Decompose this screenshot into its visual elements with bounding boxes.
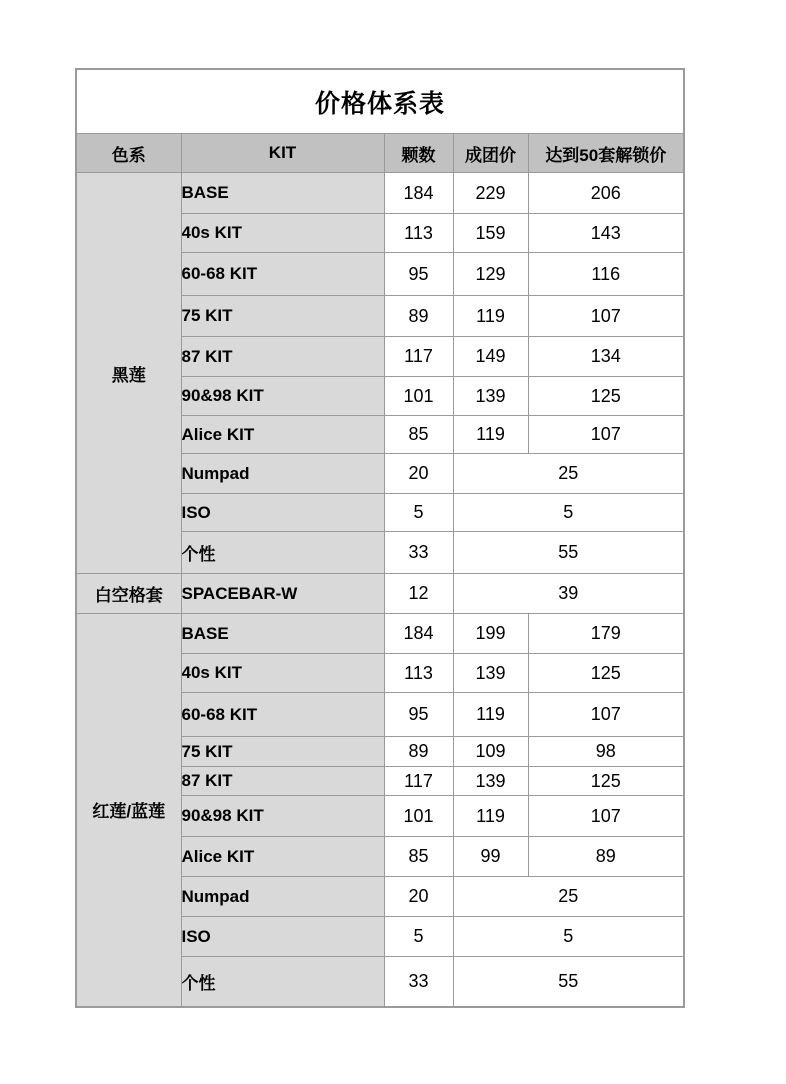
- count-cell: 101: [384, 796, 453, 837]
- kit-cell: 75 KIT: [181, 296, 384, 337]
- group-price-cell: 139: [453, 654, 528, 693]
- price-table: [75, 68, 685, 1008]
- merged-price-cell: 55: [453, 532, 684, 574]
- count-cell: 20: [384, 454, 453, 494]
- count-cell: 5: [384, 494, 453, 532]
- count-cell: 117: [384, 337, 453, 377]
- group-price-cell: 229: [453, 173, 528, 214]
- count-cell: 95: [384, 253, 453, 296]
- kit-cell: ISO: [181, 917, 384, 957]
- kit-cell: 90&98 KIT: [181, 796, 384, 837]
- kit-cell: 个性: [181, 957, 384, 1007]
- count-cell: 33: [384, 532, 453, 574]
- unlock-price-cell: 107: [528, 416, 684, 454]
- unlock-price-cell: 143: [528, 214, 684, 253]
- count-cell: 85: [384, 416, 453, 454]
- unlock-price-cell: 107: [528, 796, 684, 837]
- kit-cell: Alice KIT: [181, 416, 384, 454]
- merged-price-cell: 5: [453, 494, 684, 532]
- kit-cell: Numpad: [181, 454, 384, 494]
- merged-price-cell: 55: [453, 957, 684, 1007]
- table-row: [76, 614, 684, 654]
- count-cell: 89: [384, 737, 453, 767]
- merged-price-cell: 39: [453, 574, 684, 614]
- merged-price-cell: 25: [453, 454, 684, 494]
- col-header-kit: KIT: [181, 134, 384, 173]
- group-price-cell: 129: [453, 253, 528, 296]
- count-cell: 101: [384, 377, 453, 416]
- kit-cell: BASE: [181, 614, 384, 654]
- kit-cell: 75 KIT: [181, 737, 384, 767]
- kit-cell: 40s KIT: [181, 214, 384, 253]
- group-price-cell: 119: [453, 296, 528, 337]
- count-cell: 12: [384, 574, 453, 614]
- count-cell: 184: [384, 614, 453, 654]
- count-cell: 20: [384, 877, 453, 917]
- group-label-cell: 黑莲: [76, 173, 181, 574]
- col-header-count: 颗数: [384, 134, 453, 173]
- kit-cell: BASE: [181, 173, 384, 214]
- group-label-cell: 红莲/蓝莲: [76, 614, 181, 1007]
- unlock-price-cell: 89: [528, 837, 684, 877]
- group-price-cell: 199: [453, 614, 528, 654]
- unlock-price-cell: 125: [528, 654, 684, 693]
- group-price-cell: 99: [453, 837, 528, 877]
- unlock-price-cell: 125: [528, 767, 684, 796]
- kit-cell: 60-68 KIT: [181, 253, 384, 296]
- page-title: 价格体系表: [76, 69, 684, 134]
- count-cell: 117: [384, 767, 453, 796]
- kit-cell: 87 KIT: [181, 767, 384, 796]
- group-price-cell: 139: [453, 377, 528, 416]
- count-cell: 95: [384, 693, 453, 737]
- col-header-color: 色系: [76, 134, 181, 173]
- unlock-price-cell: 206: [528, 173, 684, 214]
- kit-cell: 90&98 KIT: [181, 377, 384, 416]
- count-cell: 184: [384, 173, 453, 214]
- group-label-cell: 白空格套: [76, 574, 181, 614]
- unlock-price-cell: 107: [528, 296, 684, 337]
- group-price-cell: 109: [453, 737, 528, 767]
- group-price-cell: 119: [453, 796, 528, 837]
- col-header-unlock-price: 达到50套解锁价: [528, 134, 684, 173]
- count-cell: 89: [384, 296, 453, 337]
- group-price-cell: 139: [453, 767, 528, 796]
- kit-cell: 60-68 KIT: [181, 693, 384, 737]
- kit-cell: 个性: [181, 532, 384, 574]
- merged-price-cell: 5: [453, 917, 684, 957]
- count-cell: 85: [384, 837, 453, 877]
- count-cell: 33: [384, 957, 453, 1007]
- group-price-cell: 119: [453, 416, 528, 454]
- unlock-price-cell: 107: [528, 693, 684, 737]
- count-cell: 5: [384, 917, 453, 957]
- kit-cell: 40s KIT: [181, 654, 384, 693]
- unlock-price-cell: 98: [528, 737, 684, 767]
- kit-cell: Alice KIT: [181, 837, 384, 877]
- price-sheet: [75, 68, 685, 1008]
- count-cell: 113: [384, 654, 453, 693]
- kit-cell: SPACEBAR-W: [181, 574, 384, 614]
- kit-cell: ISO: [181, 494, 384, 532]
- unlock-price-cell: 179: [528, 614, 684, 654]
- table-row: [76, 574, 684, 614]
- table-row: [76, 173, 684, 214]
- group-price-cell: 159: [453, 214, 528, 253]
- merged-price-cell: 25: [453, 877, 684, 917]
- col-header-group-price: 成团价: [453, 134, 528, 173]
- kit-cell: 87 KIT: [181, 337, 384, 377]
- group-price-cell: 149: [453, 337, 528, 377]
- unlock-price-cell: 116: [528, 253, 684, 296]
- group-price-cell: 119: [453, 693, 528, 737]
- kit-cell: Numpad: [181, 877, 384, 917]
- unlock-price-cell: 134: [528, 337, 684, 377]
- count-cell: 113: [384, 214, 453, 253]
- unlock-price-cell: 125: [528, 377, 684, 416]
